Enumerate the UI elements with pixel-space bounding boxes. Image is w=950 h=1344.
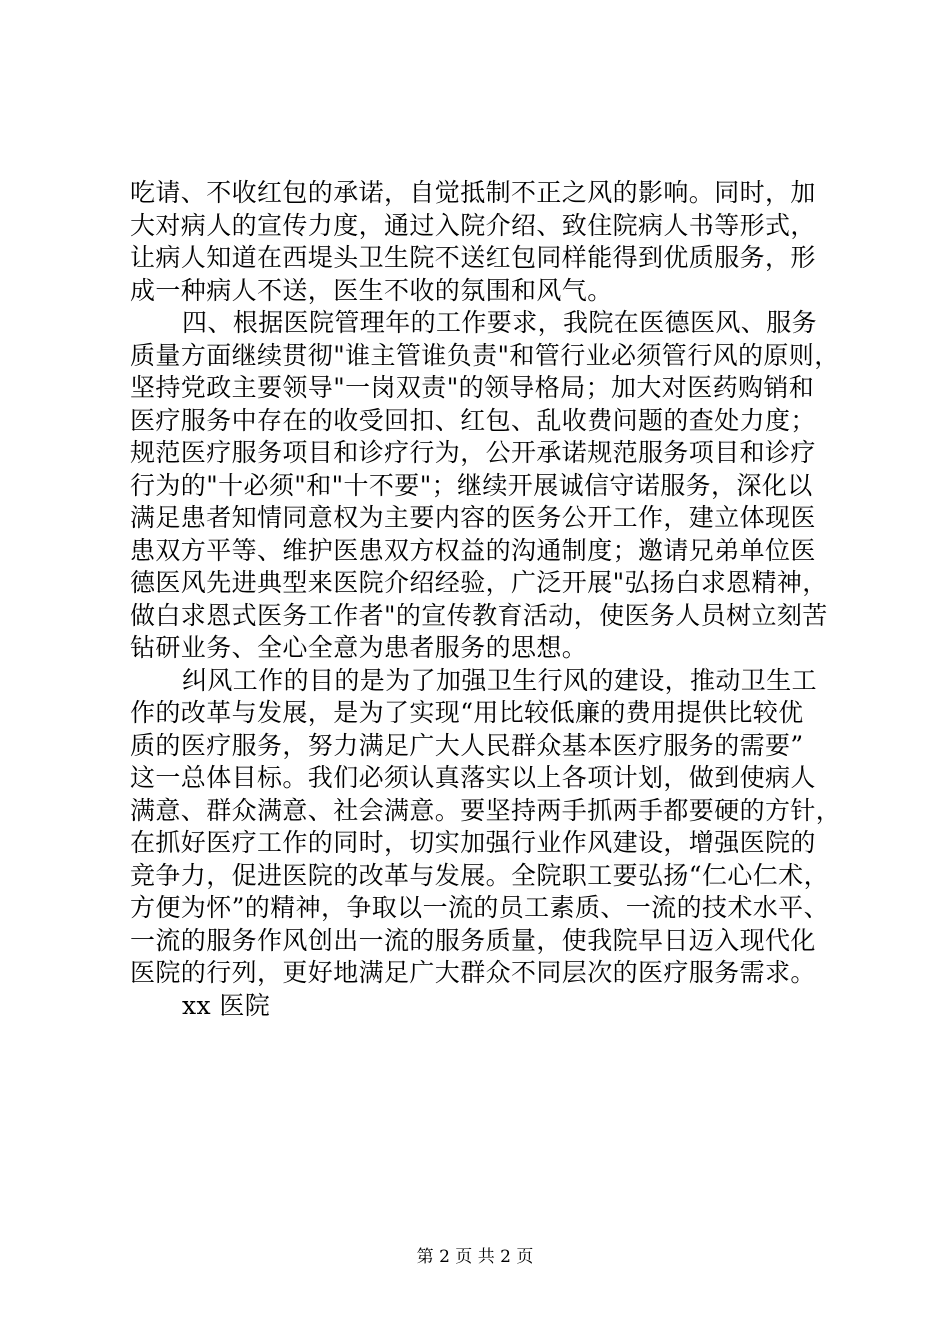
text-line-indented [130, 665, 820, 698]
text-line: 规范医疗服务项目和诊疗行为，公开承诺规范服务项目和诊疗 [130, 438, 816, 467]
paragraph-2 [130, 307, 840, 665]
text-line: 质的医疗服务，努力满足广大人民群众基本医疗服务的需要” [130, 730, 804, 760]
page-number-label: 第 2 页 共 2 页 [416, 1247, 534, 1267]
text-line: 成一种病人不送，医生不收的氛围和风气。 [130, 275, 613, 305]
text-line: 让病人知道在西堤头卫生院不送红包同样能得到优质服务，形 [130, 243, 816, 272]
paragraph-3 [130, 665, 842, 990]
text-line: 这一总体目标。我们必须认真落实以上各项计划，做到使病人 [130, 763, 816, 792]
text-line-content: 纠风工作的目的是为了加强卫生行风的建设，推动卫生工 [182, 665, 818, 695]
text-line: 在抓好医疗工作的同时，切实加强行业作风建设，增强医院的 [130, 828, 816, 857]
paragraph-1 [130, 177, 820, 307]
text-line: 质量方面继续贯彻"谁主管谁负责"和管行业必须管行风的原则， [130, 340, 840, 370]
document-body [130, 177, 842, 1022]
text-line: 大对病人的宣传力度，通过入院介绍、致住院病人书等形式， [130, 210, 816, 240]
text-line: 坚持党政主要领导"一岗双责"的领导格局；加大对医药购销和 [130, 373, 815, 402]
text-line: 钻研业务、全心全意为患者服务的思想。 [130, 633, 588, 662]
text-line: 竞争力，促进医院的改革与发展。全院职工要弘扬“仁心仁术， [130, 860, 829, 890]
text-line: 患双方平等、维护医患双方权益的沟通制度；邀请兄弟单位医 [130, 535, 816, 565]
page-footer [0, 1246, 950, 1268]
text-line: 满意、群众满意、社会满意。要坚持两手抓两手都要硬的方针， [130, 795, 842, 825]
text-line: 作的改革与发展，是为了实现“用比较低廉的费用提供比较优 [130, 698, 804, 727]
text-line: 行为的"十必须"和"十不要"；继续开展诚信守诺服务，深化以 [130, 470, 813, 500]
text-line: 医疗服务中存在的收受回扣、红包、乱收费问题的查处力度； [130, 405, 816, 435]
signature-line [130, 990, 820, 1023]
text-line: 吃请、不收红包的承诺，自觉抵制不正之风的影响。同时，加 [130, 178, 816, 207]
signature-paragraph [130, 990, 820, 1023]
text-line: 方便为怀”的精神，争取以一流的员工素质、一流的技术水平、 [130, 893, 829, 922]
text-line: 一流的服务作风创出一流的服务质量，使我院早日迈入现代化 [130, 925, 816, 955]
text-line-content: 四、根据医院管理年的工作要求，我院在医德医风、服务 [182, 308, 818, 337]
text-line: 德医风先进典型来医院介绍经验，广泛开展"弘扬白求恩精神， [130, 568, 828, 597]
text-line: 医院的行列，更好地满足广大群众不同层次的医疗服务需求。 [130, 958, 816, 987]
signature-text: xx 医院 [182, 990, 271, 1020]
text-line: 满足患者知情同意权为主要内容的医务公开工作，建立体现医 [130, 503, 816, 532]
text-line-indented [130, 307, 820, 340]
text-line: 做白求恩式医务工作者"的宣传教育活动，使医务人员树立刻苦 [130, 600, 828, 630]
